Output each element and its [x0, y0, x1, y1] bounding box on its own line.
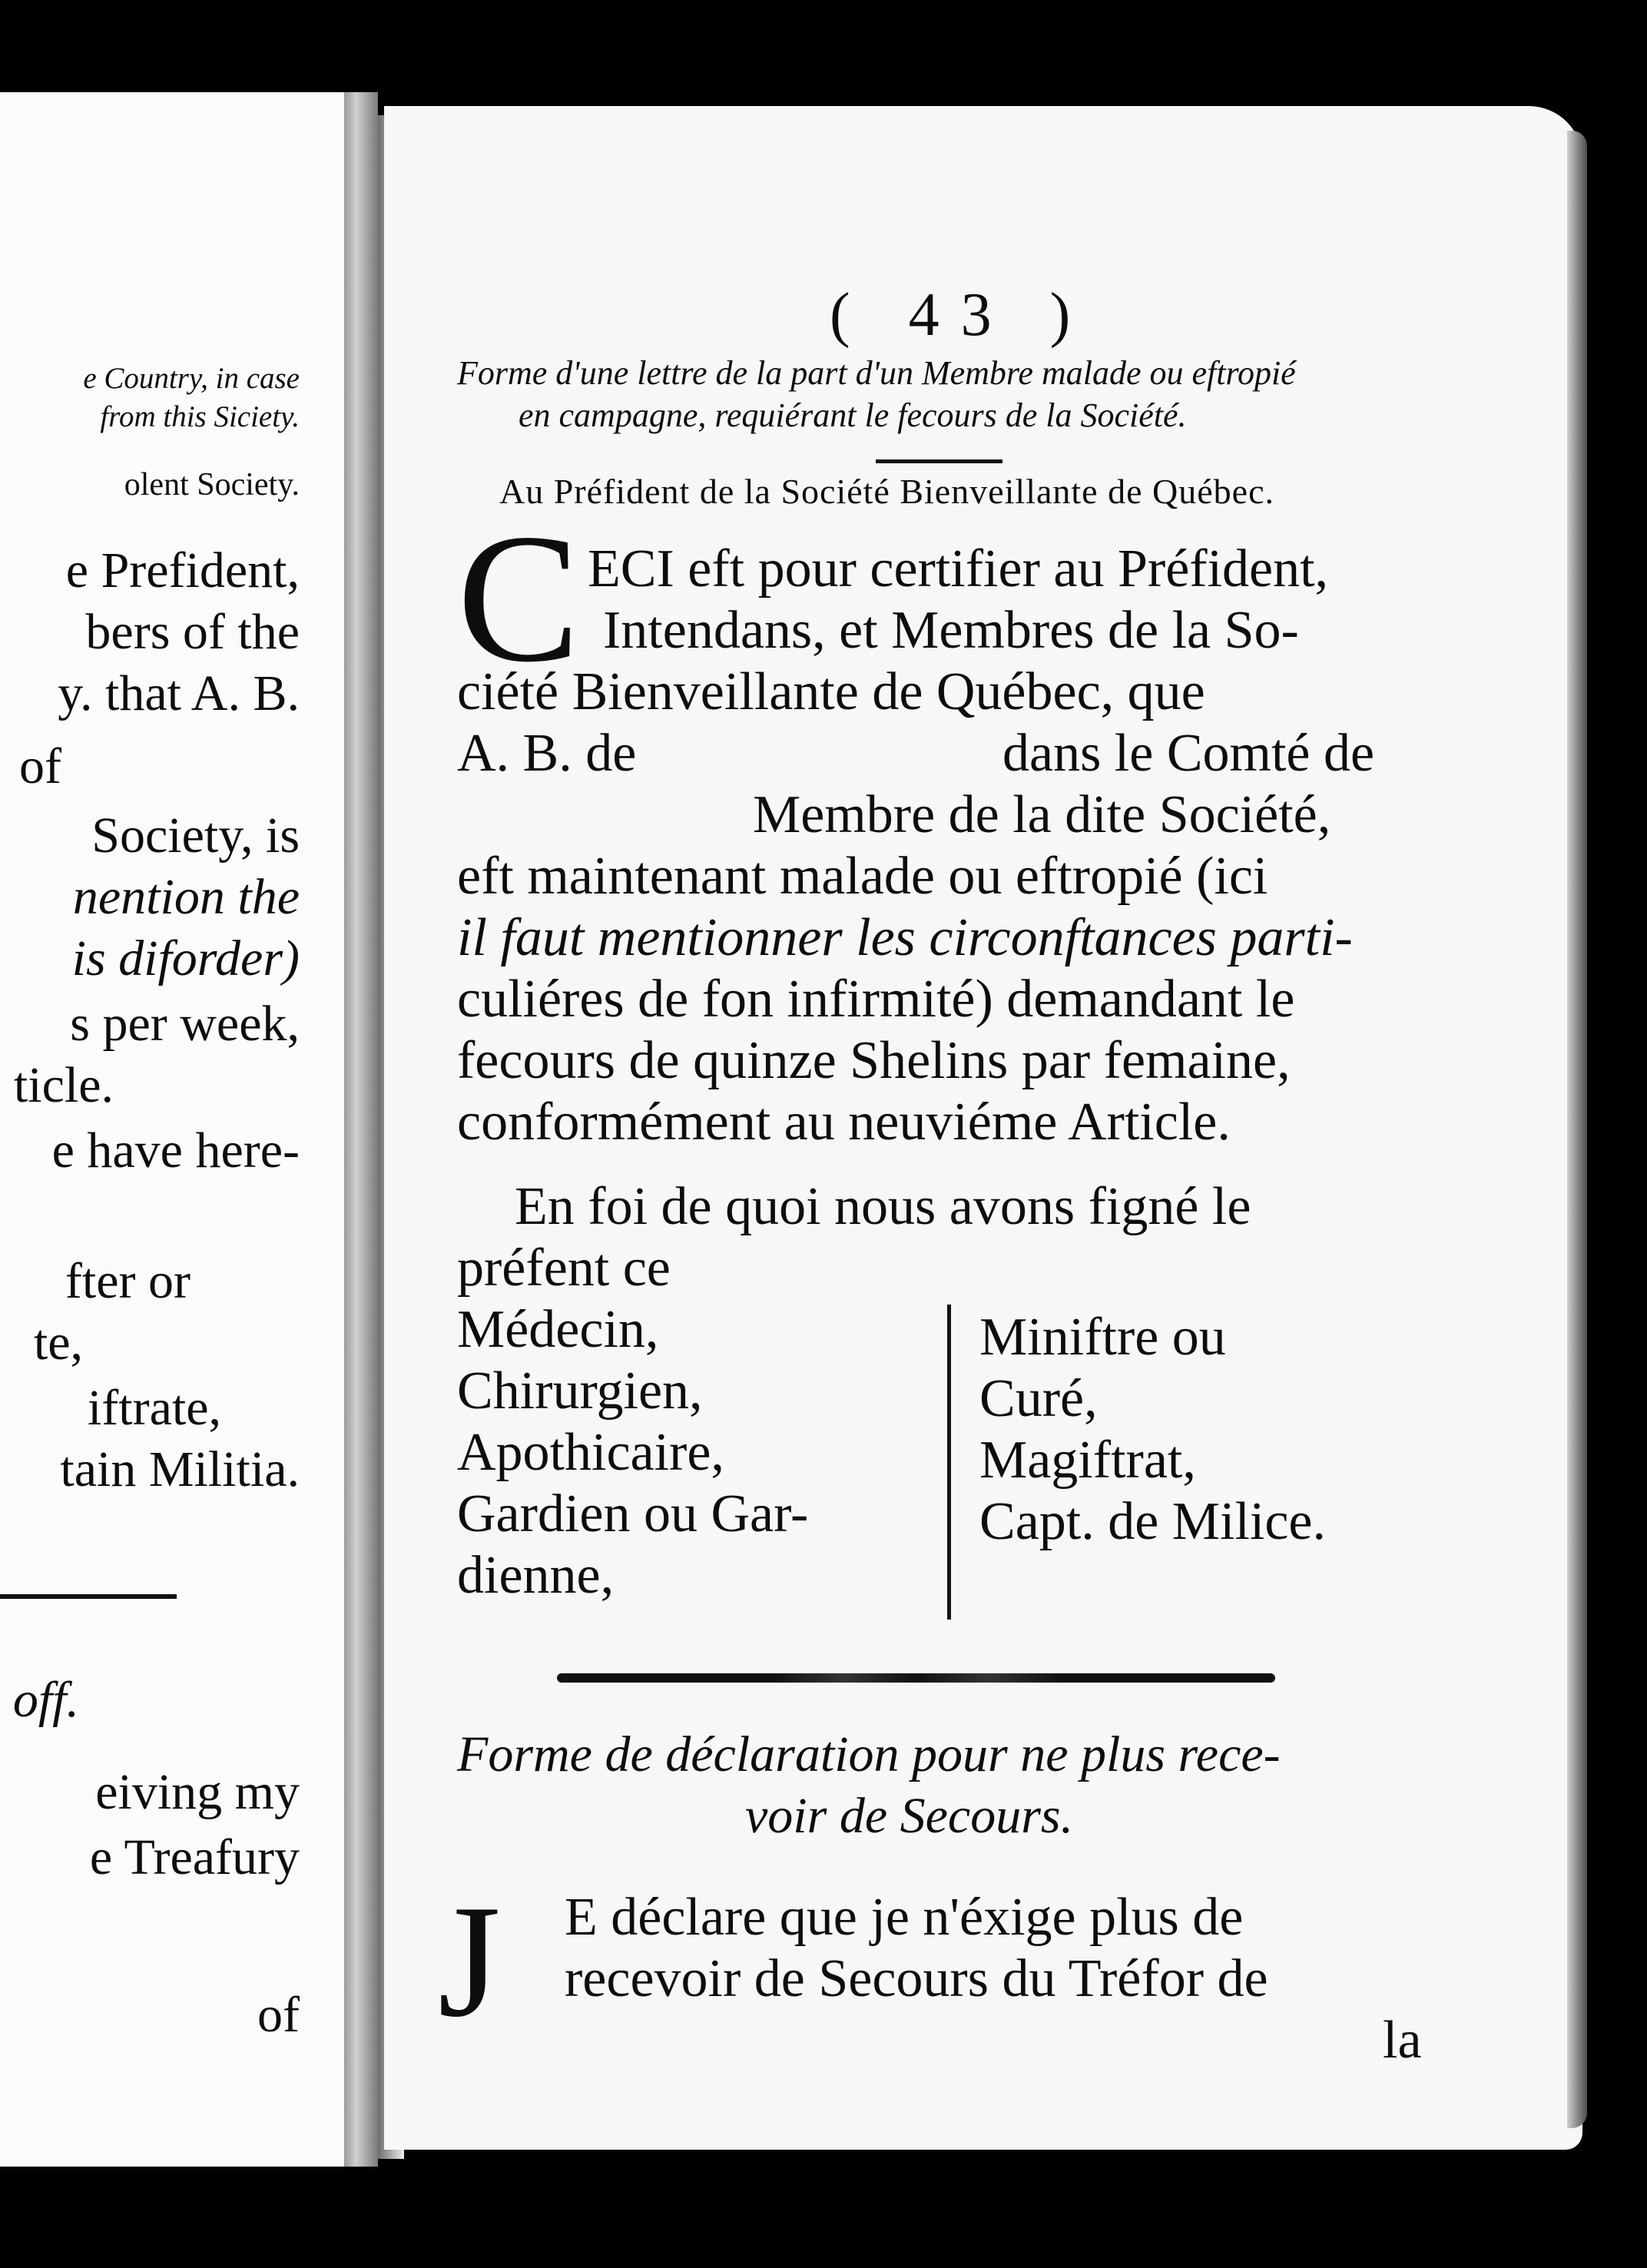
drop-cap: C: [457, 496, 581, 700]
left-line: ticle.: [13, 1057, 114, 1113]
form2-title-line: voir de Secours.: [745, 1788, 1074, 1844]
body-line: préfent ce: [457, 1238, 671, 1298]
body-line: eft maintenant malade ou eftropié (ici: [457, 847, 1268, 906]
left-line: off.: [12, 1672, 79, 1728]
signatory-right: Curé,: [979, 1369, 1098, 1428]
form-title-line: Forme d'une lettre de la part d'un Membre malade ou eftropié: [457, 354, 1296, 392]
left-line: e Prefident,: [65, 542, 300, 598]
body-line: conformément au neuviéme Article.: [457, 1093, 1231, 1152]
body-line: A. B. de: [457, 724, 637, 783]
left-line: e Country, in case: [83, 362, 300, 395]
body-line: En foi de quoi nous avons figné le: [515, 1177, 1251, 1236]
left-line: fter or: [65, 1253, 191, 1309]
left-page: [0, 92, 344, 2167]
signatory-left: Chirurgien,: [457, 1361, 703, 1421]
left-line: te,: [33, 1315, 83, 1371]
body-line: ciété Bienveillante de Québec, que: [457, 662, 1205, 721]
body-line: Membre de la dite Société,: [753, 785, 1331, 844]
ornament-rule: [557, 1673, 1275, 1683]
left-line: s per week,: [70, 996, 300, 1052]
body-line: il faut mentionner les circonftances parti-: [457, 908, 1353, 967]
short-rule: [876, 459, 1002, 463]
left-line: of: [257, 1987, 300, 2043]
left-rule: [0, 1594, 177, 1599]
signatory-left: Médecin,: [457, 1300, 659, 1359]
body-line: recevoir de Secours du Tréfor de: [565, 1949, 1268, 2008]
signatory-left: Apothicaire,: [457, 1423, 724, 1482]
body-line: E déclare que je n'éxige plus de: [565, 1888, 1244, 1947]
left-line: eiving my: [95, 1764, 300, 1820]
body-line: culiéres de fon infirmité) demandant le: [457, 970, 1295, 1029]
signatory-right: Miniftre ou: [979, 1308, 1226, 1367]
body-line: Intendans, et Membres de la So-: [603, 601, 1299, 660]
left-line: Society, is: [91, 807, 300, 864]
body-line: la: [1383, 2011, 1422, 2070]
signatory-left: Gardien ou Gar-: [457, 1484, 809, 1544]
left-line: nention the: [72, 869, 300, 925]
left-line: iftrate,: [87, 1380, 221, 1436]
signatory-right: Capt. de Milice.: [979, 1492, 1327, 1551]
form-title-line: en campagne, requiérant le fecours de la Société.: [519, 396, 1187, 434]
signature-divider: [947, 1305, 951, 1620]
left-line: e have here-: [51, 1122, 300, 1179]
right-page: [384, 106, 1582, 2150]
drop-cap: J: [438, 1872, 501, 2051]
left-line: y. that A. B.: [58, 665, 300, 721]
page-edge: [1567, 131, 1587, 2128]
left-line: e Treafury: [89, 1829, 300, 1885]
body-line: fecours de quinze Shelins par femaine,: [457, 1031, 1291, 1090]
signatory-right: Magiftrat,: [979, 1431, 1196, 1490]
left-line: bers of the: [85, 604, 300, 660]
left-line: of: [19, 738, 61, 794]
left-line: is diforder): [71, 930, 300, 986]
body-line: ECI eft pour certifier au Préfident,: [588, 539, 1329, 598]
addressee: Au Préfident de la Société Bienveillante de Québec.: [499, 472, 1274, 511]
page-number: ( 43 ): [830, 281, 1092, 349]
book-gutter: [344, 92, 378, 2167]
left-line: tain Militia.: [60, 1441, 300, 1497]
signatory-left: dienne,: [457, 1546, 615, 1605]
body-line: dans le Comté de: [1002, 724, 1375, 783]
left-line: olent Society.: [124, 467, 300, 502]
form2-title-line: Forme de déclaration pour ne plus rece-: [457, 1726, 1281, 1782]
left-line: from this Siciety.: [100, 400, 300, 433]
